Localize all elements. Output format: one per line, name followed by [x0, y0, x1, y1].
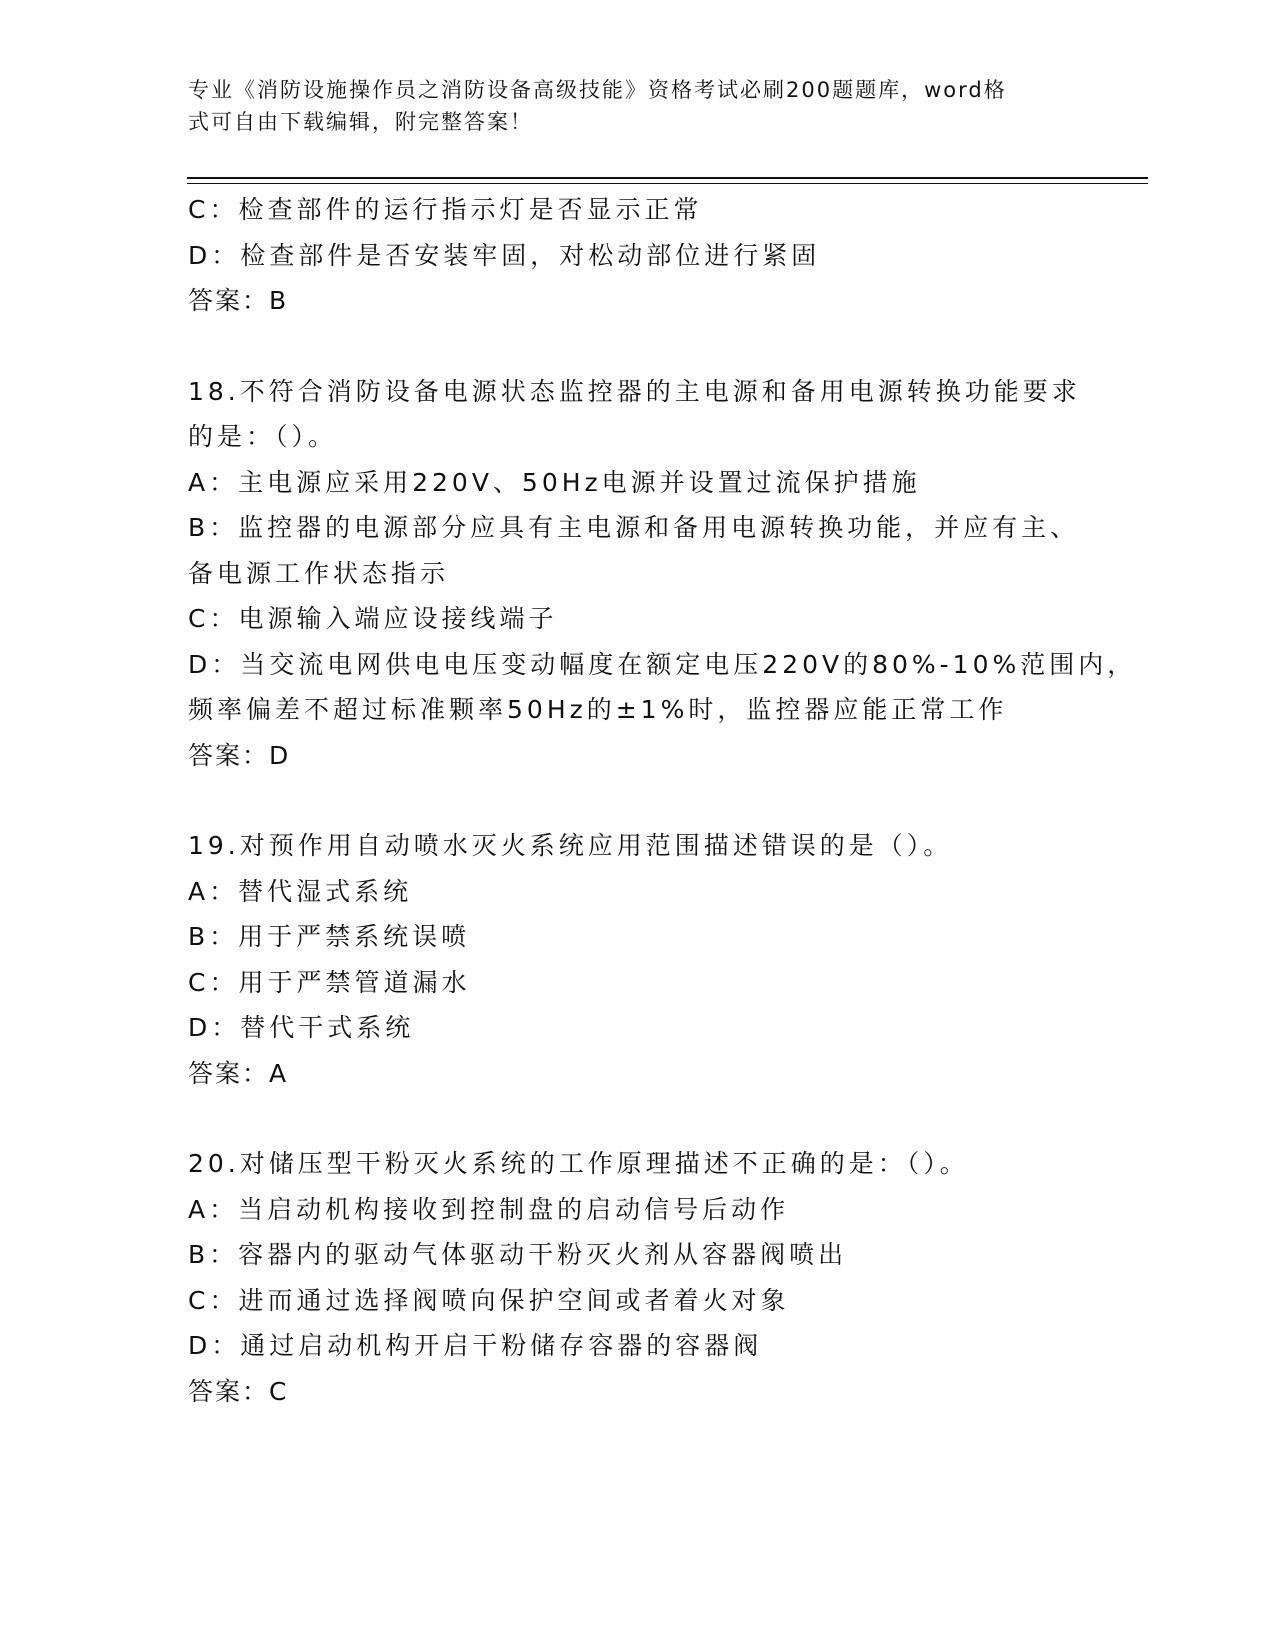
- answer-line: 答案：C: [188, 1376, 289, 1406]
- option-c: C：用于严禁管道漏水: [188, 967, 471, 997]
- option-d: D：当交流电网供电电压变动幅度在额定电压220V的80%-10%范围内，: [188, 649, 1137, 679]
- header-line-1: 专业《消防设施操作员之消防设备高级技能》资格考试必刷200题题库，word格: [188, 78, 1007, 102]
- option-a: A：替代湿式系统: [188, 876, 413, 906]
- option-c: C：电源输入端应设接线端子: [188, 604, 558, 633]
- answer-line: 答案：D: [188, 740, 291, 770]
- option-a: A：当启动机构接收到控制盘的启动信号后动作: [188, 1194, 790, 1224]
- option-d: D：检查部件是否安装牢固，对松动部位进行紧固: [188, 240, 821, 270]
- question-20: [188, 1141, 1088, 1414]
- option-d: D：替代干式系统: [188, 1013, 415, 1042]
- question-19: [188, 823, 1088, 1096]
- header-line-2: 式可自由下载编辑，附完整答案！: [188, 110, 533, 134]
- header-divider-thin: [187, 183, 1148, 184]
- previous-question-tail: [188, 187, 1088, 324]
- question-stem: 18.不符合消防设备电源状态监控器的主电源和备用电源转换功能要求: [188, 376, 1081, 406]
- option-a: A：主电源应采用220V、50Hz电源并设置过流保护措施: [188, 467, 921, 497]
- option-b: B：容器内的驱动气体驱动干粉灭火剂从容器阀喷出: [188, 1240, 848, 1269]
- question-18: [188, 369, 1137, 779]
- document-header: [188, 74, 1088, 138]
- question-stem-continued: 的是：（）。: [188, 422, 338, 451]
- option-c: C：进而通过选择阀喷向保护空间或者着火对象: [188, 1285, 790, 1315]
- option-d-continued: 频率偏差不超过标准颗率50Hz的±1%时，监控器应能正常工作: [188, 695, 1008, 724]
- question-stem: 20.对储压型干粉灭火系统的工作原理描述不正确的是：（）。: [188, 1149, 969, 1178]
- option-b: B：监控器的电源部分应具有主电源和备用电源转换功能，并应有主、: [188, 513, 1080, 542]
- option-b-continued: 备电源工作状态指示: [188, 558, 450, 588]
- option-c: C：检查部件的运行指示灯是否显示正常: [188, 195, 703, 224]
- option-b: B：用于严禁系统误喷: [188, 922, 471, 951]
- header-divider-thick: [187, 177, 1148, 179]
- answer-line: 答案：B: [188, 286, 289, 315]
- question-stem: 19.对预作用自动喷水灭火系统应用范围描述错误的是（）。: [188, 831, 953, 860]
- question-content: [188, 187, 1137, 1414]
- option-d: D：通过启动机构开启干粉储存容器的容器阀: [188, 1331, 763, 1360]
- answer-line: 答案：A: [188, 1058, 289, 1088]
